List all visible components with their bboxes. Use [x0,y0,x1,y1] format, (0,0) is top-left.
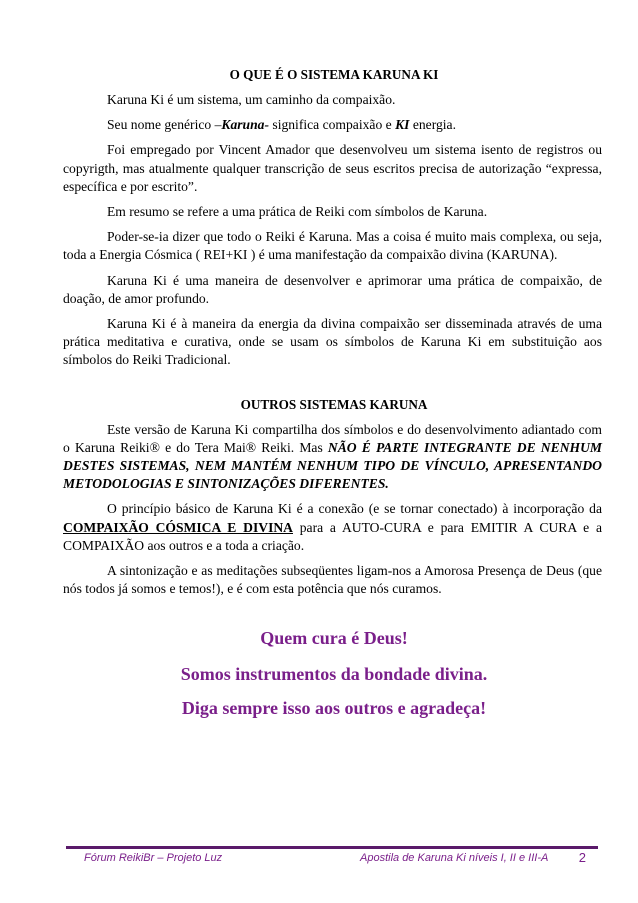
paragraph: A sintonização e as meditações subseqüentes ligam-nos a Amorosa Presença de Deus (que nós todos já somos e temos!), e é com esta potência que nós curamos. [63,563,602,597]
quote-line: Diga sempre isso aos outros e agradeça! [181,698,487,719]
document-page [63,66,602,722]
paragraph: Poder-se-ia dizer que todo o Reiki é Karuna. Mas a coisa é muito mais complexa, ou seja, toda a Energia Cósmica ( REI+KI ) é uma manifestação da compaixão divina (KARUNA). [63,229,602,263]
text-span: para a AUTO-CURA e para EMITIR A CURA e a COMPAIXÃO aos outros e a toda a criação. [63,519,602,553]
text-span: O princípio básico de Karuna Ki é a conexão (e se tornar conectado) à incorporação da [107,501,602,517]
paragraph [63,116,602,134]
text-span: Este versão de Karuna Ki compartilha dos símbolos e do desenvolvimento adiantado com o Karuna Reiki® e do Tera Mai® Reiki. Mas [63,421,602,455]
quote-line: Quem cura é Deus! [260,628,408,649]
quote-line: Somos instrumentos da bondade divina. [180,664,488,685]
paragraph: Karuna Ki é um sistema, um caminho da compaixão. [107,92,396,107]
footer-left-text: Fórum ReikiBr – Projeto Luz [84,852,223,864]
footer-divider [66,846,598,849]
paragraph [63,500,602,555]
page-number: 2 [578,850,586,865]
paragraph: Karuna Ki é à maneira da energia da divina compaixão ser disseminada através de uma prática meditativa e curativa, onde se usam os símbolos de Karuna Ki em substituição aos símbolos do Reiki Tradicional. [63,316,602,368]
text-span: Seu nome genérico – [107,117,222,133]
footer-right-text: Apostila de Karuna Ki níveis I, II e III-A [360,852,549,864]
text-span: significa compaixão e [269,117,396,133]
emphasis-ki: KI [395,117,410,133]
text-span: energia. [409,117,456,133]
paragraph: Foi empregado por Vincent Amador que desenvolveu um sistema isento de registros ou copyrigth, mas atualmente qualquer transcrição de seus escritos precisa de autorização “expressa, específica e por escrito”. [63,142,602,194]
section-title-other-systems: OUTROS SISTEMAS KARUNA [240,396,428,412]
emphasis-compaixao: COMPAIXÃO CÓSMICA E DIVINA [63,519,293,535]
emphasis-karuna: Karuna- [221,117,269,133]
paragraph: Em resumo se refere a uma prática de Reiki com símbolos de Karuna. [107,204,488,220]
paragraph: Karuna Ki é uma maneira de desenvolver e aprimorar uma prática de compaixão, de doação, de amor profundo. [63,272,602,306]
section-title-what-is-karuna-ki: O QUE É O SISTEMA KARUNA KI [229,67,439,82]
emphasis-disclaimer: NÃO É PARTE INTEGRANTE DE NENHUM DESTES SISTEMAS, NEM MANTÉM NENHUM TIPO DE VÍNCULO, APRESENTANDO METODOLOGIAS E SINTONIZAÇÕES DIFERENTES. [63,439,602,492]
paragraph [63,421,602,494]
